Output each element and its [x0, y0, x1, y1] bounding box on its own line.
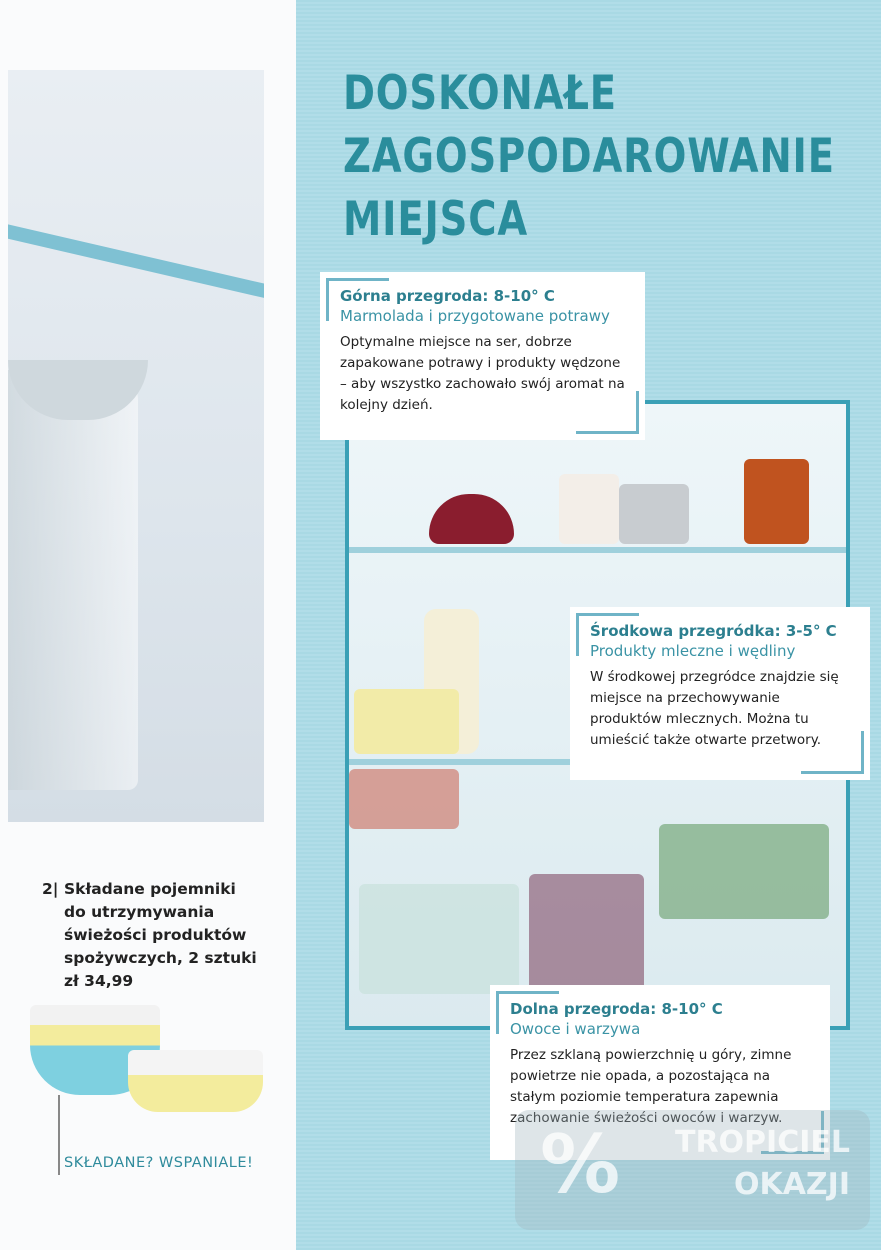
info-box-bottom-shelf: Dolna przegroda: 8-10° C Owoce i warzywa Przez szklaną powierzchnię u góry, zimne powietrze nie opada, a pozostająca na stałym poziomie temperatura zapewnia zachowanie świeżości owoców i warzyw. [490, 985, 830, 1160]
product-price: zł 34,99 [64, 972, 134, 990]
product-number: 2| [42, 880, 59, 898]
watermark: % TROPICIEL OKAZJI [515, 1110, 870, 1230]
percent-icon: % [540, 1118, 621, 1211]
info-box-middle-shelf: Środkowa przegródka: 3-5° C Produkty mleczne i wędliny W środkowej przegródce znajdzie się miejsce na przechowywanie produktów mlecznych. Można tu umieścić także otwarte przetwory. [570, 607, 870, 780]
bowl-small-image [128, 1050, 263, 1112]
left-column [0, 0, 296, 1250]
page-title: DOSKONAŁE ZAGOSPODAROWANIE MIEJSCA [343, 66, 835, 247]
info-box-top-shelf: Górna przegroda: 8-10° C Marmolada i przygotowane potrawy Optymalne miejsce na ser, dobrze zapakowane potrawy i produkty wędzone – aby wszystko zachowało swój aromat na kolejny dzień. [320, 272, 645, 440]
kitchen-photo [8, 70, 264, 822]
divider [58, 1095, 60, 1175]
slogan: SKŁADANE? WSPANIALE! [64, 1155, 254, 1171]
product-description: 2| Składane pojemniki do utrzymywania świeżości produktów spożywczych, 2 sztuki zł 34,99 [42, 878, 257, 993]
